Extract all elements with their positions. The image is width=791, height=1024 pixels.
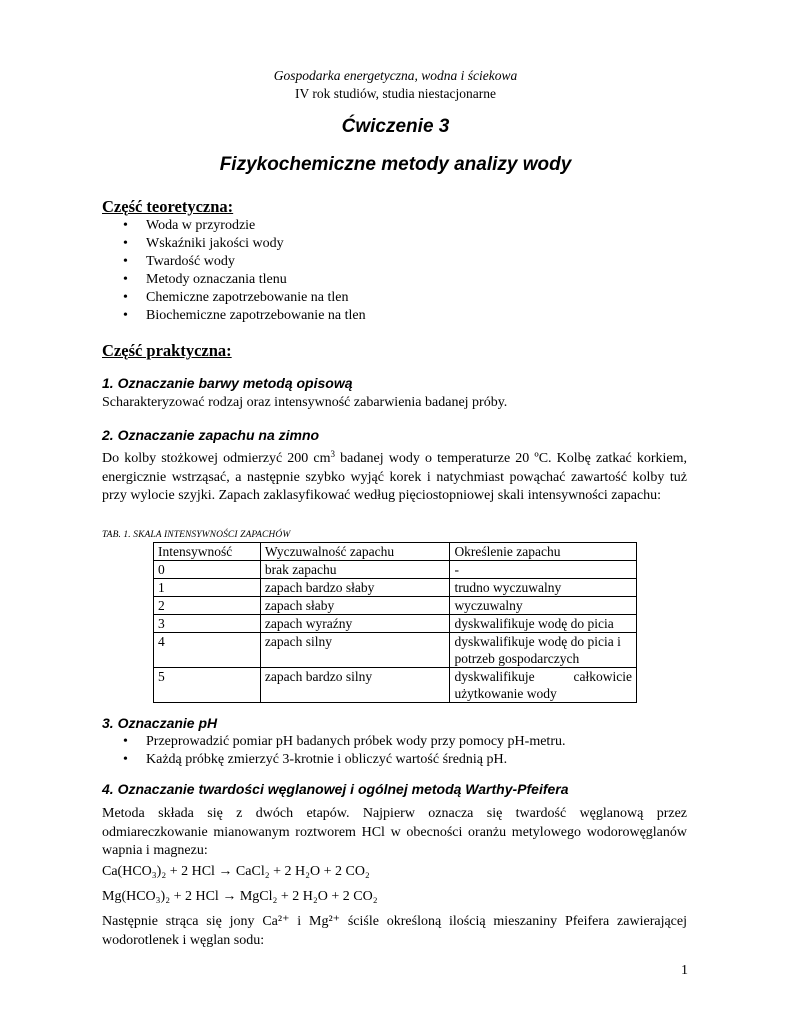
- table-row: [154, 597, 637, 615]
- list-item: • Twardość wody: [122, 253, 366, 271]
- table-cell: 4: [154, 633, 261, 668]
- table-header-cell: Wyczuwalność zapachu: [260, 543, 450, 561]
- list-item: • Każdą próbkę zmierzyć 3-krotnie i obliczyć wartość średnią pH.: [122, 751, 565, 769]
- table-cell: zapach silny: [260, 633, 450, 668]
- course-name: Gospodarka energetyczna, wodna i ściekowa: [273, 68, 518, 83]
- table-cell: zapach bardzo silny: [260, 668, 450, 703]
- equation-magnesium: Mg(HCO₃)₂ + 2 HCl → MgCl₂ + 2 H₂O + 2 CO₂: [102, 889, 378, 904]
- exercise-title: Ćwiczenie 3: [341, 116, 450, 137]
- table-cell: 2: [154, 597, 261, 615]
- table-cell: dyskwalifikuje całkowicie użytkowanie wody: [450, 668, 637, 703]
- list-item: • Chemiczne zapotrzebowanie na tlen: [122, 289, 366, 307]
- course-year: IV rok studiów, studia niestacjonarne: [295, 86, 496, 101]
- list-item: • Wskaźniki jakości wody: [122, 235, 366, 253]
- list-item: • Metody oznaczania tlenu: [122, 271, 366, 289]
- practice-heading: Część praktyczna:: [102, 341, 232, 360]
- table-row: [154, 561, 637, 579]
- section-2-text: Do kolby stożkowej odmierzyć 200 $cm^3$ badanej wody o temperaturze 20 ºC. Kolbę zatkać korkiem, energicznie wstrząsać, a następnie szybko wyjąć korek i natychmiast powąchać zawartość kolby tuż przy wylocie szyjki. Zapach zaklasyfikować według pięciostopniowej skali intensywności zapachu:: [102, 449, 688, 503]
- table-cell: zapach słaby: [260, 597, 450, 615]
- list-item: • Woda w przyrodzie: [122, 217, 366, 235]
- odor-intensity-table: [153, 542, 637, 703]
- theory-heading: Część teoretyczna:: [102, 197, 234, 216]
- table-row: [154, 633, 637, 668]
- section-4-title: 4. Oznaczanie twardości węglanowej i ogólnej metodą Warthy-Pfeifera: [102, 781, 569, 797]
- table-cell: wyczuwalny: [450, 597, 637, 615]
- table-header-row: [154, 543, 637, 561]
- table-cell: 0: [154, 561, 261, 579]
- table-cell: dyskwalifikuje wodę do picia: [450, 615, 637, 633]
- section-1-title: 1. Oznaczanie barwy metodą opisową: [102, 375, 353, 391]
- table-cell: 3: [154, 615, 261, 633]
- list-item: • Biochemiczne zapotrzebowanie na tlen: [122, 307, 366, 325]
- table-row: [154, 615, 637, 633]
- section-3-title: 3. Oznaczanie pH: [102, 715, 218, 731]
- table-cell: -: [450, 561, 637, 579]
- section-4-text-2: Następnie strąca się jony Ca²⁺ i Mg²⁺ ściśle określoną ilością mieszaniny Pfeifera zawierającej wodorotlenek i węglan sodu:: [102, 914, 687, 948]
- table-caption: TAB. 1. SKALA INTENSYWNOŚCI ZAPACHÓW: [102, 530, 291, 540]
- table-cell: trudno wyczuwalny: [450, 579, 637, 597]
- table-cell: zapach bardzo słaby: [260, 579, 450, 597]
- theory-list: [122, 217, 366, 325]
- table-header-cell: Określenie zapachu: [450, 543, 637, 561]
- table-row: [154, 668, 637, 703]
- ph-steps-list: [122, 733, 565, 769]
- table-cell: zapach wyraźny: [260, 615, 450, 633]
- section-1-text: Scharakteryzować rodzaj oraz intensywność zabarwienia badanej próby.: [102, 395, 508, 410]
- table-header-cell: Intensywność: [154, 543, 261, 561]
- table-cell: 5: [154, 668, 261, 703]
- table-cell: 1: [154, 579, 261, 597]
- section-4-text: Metoda składa się z dwóch etapów. Najpierw oznacza się twardość węglanową przez odmiareczkowanie mianowanym roztworem HCl w obecności oranżu metylowego wodorowęglanów wapnia i magnezu:: [102, 806, 687, 858]
- section-2-title: 2. Oznaczanie zapachu na zimno: [102, 427, 320, 443]
- table-cell: brak zapachu: [260, 561, 450, 579]
- table-row: [154, 579, 637, 597]
- table-cell: dyskwalifikuje wodę do picia i potrzeb gospodarczych: [450, 633, 637, 668]
- list-item: • Przeprowadzić pomiar pH badanych próbek wody przy pomocy pH-metru.: [122, 733, 565, 751]
- page-number: 1: [681, 963, 688, 978]
- exercise-subtitle: Fizykochemiczne metody analizy wody: [219, 154, 572, 175]
- equation-calcium: Ca(HCO₃)₂ + 2 HCl → CaCl₂ + 2 H₂O + 2 CO₂: [102, 864, 370, 879]
